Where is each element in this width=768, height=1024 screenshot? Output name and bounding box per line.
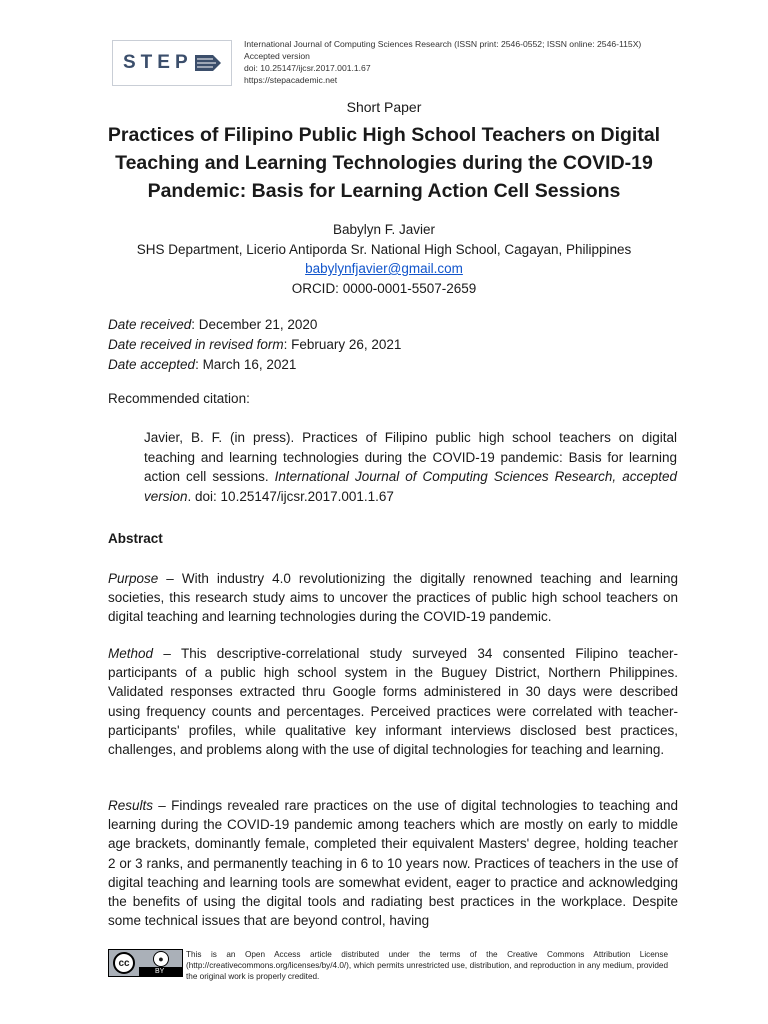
author-name: Babylyn F. Javier: [332, 222, 436, 237]
citation-text: Javier, B. F. (in press). Practices of Filipino public high school teachers on digital teaching and learning technologies during the COVID-19 pandemic: Basis for learning action cell sessions. International Journal of Computing Sciences Research, accepted version. doi: 10.25147/ijcsr.2017.001.1.67: [144, 430, 677, 504]
by-label: BY: [155, 968, 165, 975]
version-line: Accepted version: [244, 51, 310, 61]
author-block: [0, 220, 768, 298]
logo-text: STEP: [123, 52, 193, 73]
journal-line: International Journal of Computing Sciences Research (ISSN print: 2546-0552; ISSN online: 2546-115X): [244, 39, 642, 49]
creative-commons-icon: cc: [113, 952, 135, 974]
arrow-logo-icon: [195, 54, 221, 72]
date-received: Date received: December 21, 2020: [108, 317, 318, 332]
license-text: This is an Open Access article distributed under the terms of the Creative Commons Attribution License (http://creativecommons.org/licenses/by/4.0/), which permits unrestricted use, distribution, and reproduction in any medium, provided the original work is properly credited.: [186, 950, 668, 981]
citation-doi: . doi: 10.25147/ijcsr.2017.001.1.67: [187, 488, 394, 504]
cc-by-license-badge[interactable]: [108, 949, 183, 977]
abstract-purpose: Purpose – With industry 4.0 revolutionizing the digitally renowned teaching and learning societies, this research study aims to uncover the practices of public high school teachers on digital teaching and learning technologies during the COVID-19 pandemic.: [108, 571, 678, 625]
author-affiliation: SHS Department, Licerio Antiporda Sr. National High School, Cagayan, Philippines: [136, 241, 632, 257]
citation-journal: International Journal of Computing Sciences Research, accepted version: [144, 469, 677, 504]
attribution-person-icon: ●: [153, 951, 169, 967]
author-email-link[interactable]: babylynfjavier@gmail.com: [305, 261, 463, 276]
date-revised: Date received in revised form: February 26, 2021: [108, 337, 402, 352]
paper-type: Short Paper: [346, 99, 422, 115]
paper-title: Practices of Filipino Public High School Teachers on Digital Teaching and Learning Technologies during the COVID-19 Pandemic: Basis for Learning Action Cell Sessions: [107, 124, 661, 202]
doi-line: doi: 10.25147/ijcsr.2017.001.1.67: [244, 63, 371, 73]
date-accepted: Date accepted: March 16, 2021: [108, 357, 297, 372]
abstract-results: Results – Findings revealed rare practices on the use of digital technologies to teaching and learning during the COVID-19 pandemic among teachers which are mostly on early to middle age brackets, dominantly female, completed their equivalent Masters' degree, holding teacher 2 or 3 ranks, and permanently teaching in 6 to 10 years now. Practices of teachers in the use of digital teaching and learning tools are somewhat evident, eager to practice and acknowledging the benefits of using the digital tools and radiating best practices in the workplace. Despite some technical issues that are beyond control, having: [108, 798, 678, 929]
dates-block: [108, 315, 401, 375]
step-logo: [112, 40, 232, 86]
abstract-method: Method – This descriptive-correlational study surveyed 34 consented Filipino teacher-participants of a public high school system in the Buguey District, Northern Philippines. Validated responses extracted thru Google forms administered in 30 days were described using frequency counts and percentages. Perceived practices were correlated with teacher-participants' profiles, while qualitative key informant interviews disclosed best practices, challenges, and problems along with the use of digital technologies for teaching and learning.: [108, 646, 678, 758]
recommended-citation-label: Recommended citation:: [108, 391, 250, 406]
author-orcid: ORCID: 0000-0001-5507-2659: [291, 280, 477, 296]
journal-info: [244, 38, 641, 86]
url-line[interactable]: https://stepacademic.net: [244, 75, 338, 85]
abstract-heading: Abstract: [108, 531, 163, 546]
